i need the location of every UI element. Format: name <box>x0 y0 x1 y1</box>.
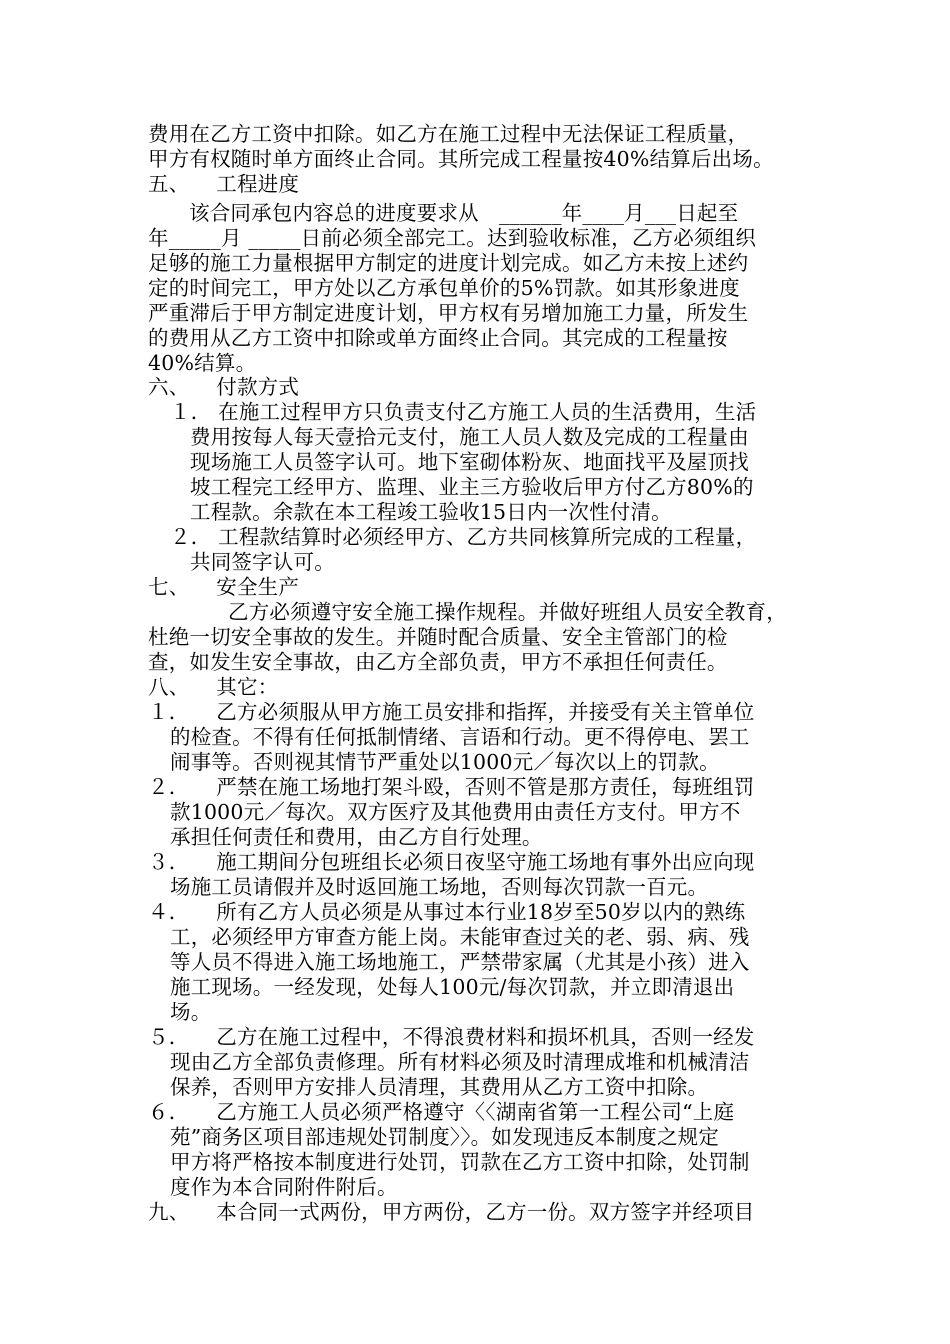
text-line: 款1000元／每次。双方医疗及其他费用由责任方支付。甲方不 <box>170 800 741 824</box>
text-line: 闹事等。否则视其情节严重处以1000元／每次以上的罚款。 <box>170 750 720 774</box>
section-heading: 八、 其它： <box>148 675 279 699</box>
text-line: 杜绝一切安全事故的发生。并随时配合质量、安全主管部门的检 <box>148 625 728 649</box>
text-line: 共同签字认可。 <box>190 550 335 574</box>
list-item: ３． 施工期间分包班组长必须日夜坚守施工场地有事外出应向现 <box>148 850 755 874</box>
list-item: ２． 工程款结算时必须经甲方、乙方共同核算所完成的工程量， <box>170 525 757 549</box>
text-line: 场。 <box>170 1000 212 1024</box>
text-line: 足够的施工力量根据甲方制定的进度计划完成。如乙方未按上述约 <box>148 251 749 275</box>
text-line: 工程款。余款在本工程竣工验收15日内一次性付清。 <box>190 500 672 524</box>
text-line: 工，必须经甲方审查方能上岗。未能审查过关的老、弱、病、残 <box>170 925 750 949</box>
text-line: 场施工员请假并及时返回施工场地，否则每次罚款一百元。 <box>170 875 709 899</box>
text-line: 承担任何责任和费用，由乙方自行处理。 <box>170 825 543 849</box>
text-line: 坡工程完工经甲方、监理、业主三方验收后甲方付乙方80%的 <box>190 475 754 499</box>
list-item: １． 乙方必须服从甲方施工员安排和指挥，并接受有关主管单位 <box>148 700 755 724</box>
text-line: 查，如发生安全事故，由乙方全部负责，甲方不承担任何责任。 <box>148 650 728 674</box>
text-line: 苑”商务区项目部违规处罚制度〉〉。如发现违反本制度之规定 <box>170 1125 720 1149</box>
text-line: 等人员不得进入施工场地施工，严禁带家属（尤其是小孩）进入 <box>170 950 750 974</box>
text-line: 严重滞后于甲方制定进度计划，甲方权有另增加施工力量，所发生 <box>148 301 749 325</box>
text-line: 定的时间完工，甲方处以乙方承包单价的5%罚款。如其形象进度 <box>148 276 740 300</box>
text-line: 度作为本合同附件附后。 <box>170 1175 398 1199</box>
section-heading: 七、 安全生产 <box>148 575 300 599</box>
text-line: 甲方将严格按本制度进行处罚，罚款在乙方工资中扣除，处罚制 <box>170 1150 750 1174</box>
section-heading: 九、 本合同一式两份，甲方两份，乙方一份。双方签字并经项目 <box>148 1200 755 1224</box>
text-line: 现场施工人员签字认可。地下室砌体粉灰、地面找平及屋顶找 <box>190 450 749 474</box>
section-heading: 六、 付款方式 <box>148 375 300 399</box>
list-item: ６． 乙方施工人员必须严格遵守〈〈湖南省第一工程公司“上庭 <box>148 1100 735 1124</box>
list-item: １． 在施工过程甲方只负责支付乙方施工人员的生活费用，生活 <box>170 400 757 424</box>
list-item: ２． 严禁在施工场地打架斗殴，否则不管是那方责任，每班组罚 <box>148 775 755 799</box>
text-line: 年_____月 _____日前必须全部完工。达到验收标准，乙方必须组织 <box>148 226 757 250</box>
section-heading: 五、 工程进度 <box>148 172 300 196</box>
list-item: ４． 所有乙方人员必须是从事过本行业18岁至50岁以内的熟练 <box>148 900 746 924</box>
text-line: 该合同承包内容总的进度要求从 ______年____月___日起至 <box>189 201 739 225</box>
text-line: 的费用从乙方工资中扣除或单方面终止合同。其完成的工程量按 <box>148 326 728 350</box>
text-line: 保养，否则甲方安排人员清理，其费用从乙方工资中扣除。 <box>170 1075 709 1099</box>
text-line: 的检查。不得有任何抵制情绪、言语和行动。更不得停电、罢工 <box>170 725 750 749</box>
text-line: 现由乙方全部负责修理。所有材料必须及时清理成堆和机械清洁 <box>170 1050 750 1074</box>
text-line: 施工现场。一经发现，处每人100元/每次罚款，并立即清退出 <box>170 975 735 999</box>
text-line: 乙方必须遵守安全施工操作规程。并做好班组人员安全教育， <box>228 600 787 624</box>
text-line: 甲方有权随时单方面终止合同。其所完成工程量按40%结算后出场。 <box>148 147 774 171</box>
text-line: 费用在乙方工资中扣除。如乙方在施工过程中无法保证工程质量， <box>148 122 749 146</box>
text-line: 40%结算。 <box>148 351 257 375</box>
list-item: ５． 乙方在施工过程中，不得浪费材料和损坏机具，否则一经发 <box>148 1025 755 1049</box>
text-line: 费用按每人每天壹拾元支付，施工人员人数及完成的工程量由 <box>190 425 749 449</box>
